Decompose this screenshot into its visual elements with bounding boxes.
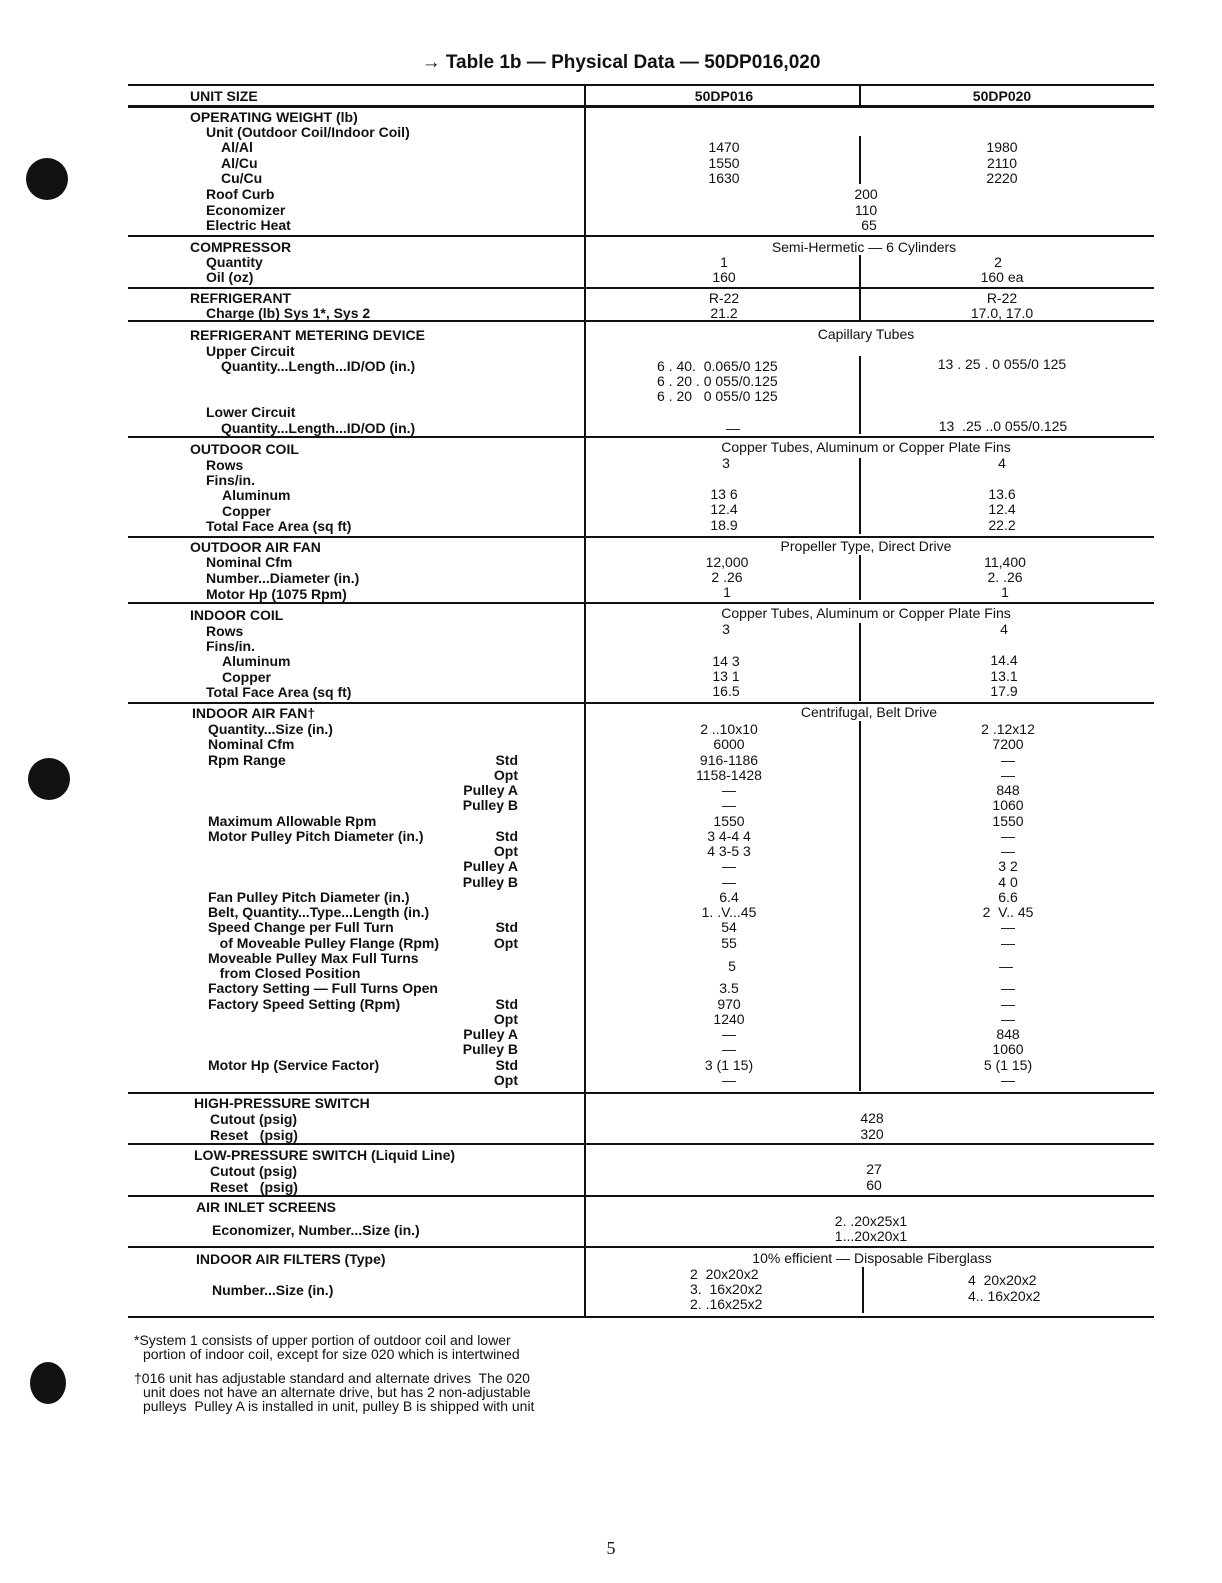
- row-label: Nominal Cfm: [208, 736, 295, 752]
- cell: 14.4: [990, 652, 1018, 668]
- cell: 2 ..10x10: [700, 721, 758, 737]
- col-divider: [859, 721, 861, 1091]
- rule: [128, 1195, 1154, 1197]
- span-cell: Capillary Tubes: [817, 326, 915, 342]
- row-label: Al/Al: [221, 139, 253, 155]
- row-label: Nominal Cfm: [206, 554, 293, 570]
- cell: 160 ea: [980, 269, 1024, 285]
- row-sublabel: Std: [495, 752, 518, 768]
- cell: 12,000: [705, 554, 749, 570]
- section-indoor-air-filters: INDOOR AIR FILTERS (Type): [196, 1251, 386, 1267]
- cell: 2: [994, 254, 1002, 270]
- row-sublabel: Opt: [493, 1072, 518, 1088]
- row-label: Aluminum: [222, 653, 291, 669]
- row-label: Fins/in.: [206, 472, 255, 488]
- cell: 6 . 40. 0.065/0 125: [657, 358, 778, 374]
- row-sublabel: Std: [495, 1057, 518, 1073]
- row-label: Oil (oz): [206, 269, 254, 285]
- span-cell: 10% efficient — Disposable Fiberglass: [752, 1250, 992, 1266]
- span-cell: Copper Tubes, Aluminum or Copper Plate Fins: [721, 605, 1011, 621]
- cell: 13.1: [990, 668, 1018, 684]
- row-label: Total Face Area (sq ft): [206, 518, 352, 534]
- row-label: Quantity...Length...ID/OD (in.): [221, 420, 416, 436]
- rule: [128, 1246, 1154, 1248]
- footnote-drive: †016 unit has adjustable standard and alternate drives The 020: [134, 1370, 530, 1386]
- cell: 2. .20x25x1: [834, 1213, 908, 1229]
- cell: 2 20x20x2: [690, 1266, 759, 1282]
- cell: 2110: [986, 155, 1018, 171]
- cell: —: [722, 1072, 736, 1088]
- cell: 4 3-5 3: [707, 843, 751, 859]
- row-label: Reset (psig): [210, 1127, 298, 1143]
- row-sublabel: Std: [495, 828, 518, 844]
- rule: [128, 1143, 1154, 1145]
- row-label: Economizer: [206, 202, 286, 218]
- cell: —: [1001, 752, 1015, 768]
- rule-top: [128, 84, 1154, 86]
- row-sublabel: Pulley A: [463, 782, 518, 798]
- section-indoor-air-fan: INDOOR AIR FAN†: [192, 705, 316, 721]
- cell: 848: [996, 782, 1020, 798]
- cell: 16.5: [712, 683, 740, 699]
- cell: 3 4-4 4: [707, 828, 751, 844]
- cell: —: [722, 858, 736, 874]
- punch-hole-bottom: [30, 1362, 66, 1404]
- cell: 1. .V...45: [701, 904, 757, 920]
- row-sublabel: Pulley A: [463, 1026, 518, 1042]
- cell: 13 .25 ..0 055/0.125: [938, 418, 1068, 434]
- cell: 6 . 20 0 055/0 125: [657, 388, 778, 404]
- cell: 7200: [992, 736, 1024, 752]
- cell: 2220: [986, 170, 1018, 186]
- row-sublabel: Pulley B: [462, 1041, 518, 1057]
- row-label: Cutout (psig): [210, 1163, 298, 1179]
- col-divider: [859, 555, 861, 600]
- col-divider: [859, 289, 861, 320]
- punch-hole-top: [26, 158, 68, 200]
- cell: R-22: [708, 290, 740, 306]
- cell: 3: [722, 455, 730, 471]
- cell: 2 .12x12: [981, 721, 1035, 737]
- cell: 55: [721, 935, 737, 951]
- cell: 27: [866, 1161, 882, 1177]
- rule: [128, 436, 1154, 438]
- row-label: Lower Circuit: [206, 404, 296, 420]
- row-label: Cutout (psig): [210, 1111, 298, 1127]
- row-label: of Moveable Pulley Flange (Rpm): [208, 935, 440, 951]
- footnote-system-cont: portion of indoor coil, except for size 020 which is intertwined: [143, 1346, 520, 1362]
- row-sublabel: Opt: [493, 767, 518, 783]
- footnote-drive-cont: pulleys Pulley A is installed in unit, pulley B is shipped with unit: [143, 1398, 535, 1414]
- cell: 13 6: [710, 486, 738, 502]
- span-cell: Copper Tubes, Aluminum or Copper Plate Fins: [721, 439, 1011, 455]
- cell: —: [1001, 843, 1015, 859]
- row-label: Quantity: [206, 254, 263, 270]
- cell: 1060: [992, 1041, 1024, 1057]
- rule-bottom: [128, 1316, 1154, 1318]
- cell: 65: [861, 217, 877, 233]
- cell: 200: [854, 186, 878, 202]
- section-refrigerant: REFRIGERANT: [190, 290, 292, 306]
- col-50dp016: 50DP016: [694, 88, 754, 104]
- cell: 4.. 16x20x2: [968, 1288, 1041, 1304]
- row-sublabel: Opt: [493, 843, 518, 859]
- cell: 13 . 25 . 0 055/0 125: [937, 356, 1067, 372]
- row-label: Fan Pulley Pitch Diameter (in.): [208, 889, 410, 905]
- section-outdoor-coil: OUTDOOR COIL: [190, 441, 299, 457]
- cell: 1: [1001, 584, 1009, 600]
- cell: 3: [722, 621, 730, 637]
- cell: 17.9: [990, 683, 1018, 699]
- row-sublabel: Pulley A: [463, 858, 518, 874]
- cell: —: [1001, 1072, 1015, 1088]
- cell: —: [722, 874, 736, 890]
- cell: 2. .16x25x2: [690, 1296, 763, 1312]
- row-label: Rows: [206, 623, 244, 639]
- span-cell: Propeller Type, Direct Drive: [780, 538, 952, 554]
- cell: 60: [866, 1177, 882, 1193]
- row-label: Electric Heat: [206, 217, 291, 233]
- cell: —: [726, 420, 740, 436]
- cell: 22.2: [988, 517, 1016, 533]
- cell: 6.4: [719, 889, 739, 905]
- row-label: Copper: [222, 503, 271, 519]
- row-label: Motor Hp (Service Factor): [208, 1057, 380, 1073]
- row-sublabel: Pulley B: [462, 874, 518, 890]
- cell: —: [1001, 996, 1015, 1012]
- cell: —: [722, 797, 736, 813]
- row-label: Economizer, Number...Size (in.): [212, 1222, 420, 1238]
- row-label: Factory Speed Setting (Rpm): [208, 996, 401, 1012]
- cell: 2 V.. 45: [982, 904, 1034, 920]
- cell: 1550: [992, 813, 1024, 829]
- col-divider: [862, 1267, 864, 1313]
- row-label: Charge (lb) Sys 1*, Sys 2: [206, 305, 371, 321]
- row-label: Rpm Range: [208, 752, 286, 768]
- row-label: Number...Diameter (in.): [206, 570, 360, 586]
- cell: —: [1001, 767, 1015, 783]
- row-label: Speed Change per Full Turn: [208, 919, 394, 935]
- cell: 1630: [708, 170, 740, 186]
- cell: 6.6: [998, 889, 1018, 905]
- section-indoor-coil: INDOOR COIL: [190, 607, 284, 623]
- cell: 110: [854, 202, 878, 218]
- cell: 3 (1 15): [704, 1057, 754, 1073]
- row-label: Upper Circuit: [206, 343, 295, 359]
- cell: 4: [998, 455, 1006, 471]
- cell: 13 1: [712, 668, 740, 684]
- rule-header: [128, 105, 1154, 108]
- cell: 1060: [992, 797, 1024, 813]
- row-label: Roof Curb: [206, 186, 275, 202]
- rule: [128, 287, 1154, 289]
- cell: 54: [721, 919, 737, 935]
- cell: 1550: [713, 813, 745, 829]
- row-label: Unit (Outdoor Coil/Indoor Coil): [206, 124, 410, 140]
- cell: 17.0, 17.0: [970, 305, 1034, 321]
- cell: R-22: [986, 290, 1018, 306]
- section-operating-weight: OPERATING WEIGHT (lb): [190, 109, 358, 125]
- cell: 160: [712, 269, 736, 285]
- row-sublabel: Pulley B: [462, 797, 518, 813]
- cell: —: [722, 1026, 736, 1042]
- cell: 2 .26: [711, 569, 743, 585]
- cell: 3.5: [719, 980, 739, 996]
- span-cell: Semi-Hermetic — 6 Cylinders: [771, 239, 957, 255]
- footnote-system: *System 1 consists of upper portion of outdoor coil and lower: [134, 1332, 511, 1348]
- cell: 11,400: [984, 554, 1026, 570]
- row-sublabel: Std: [495, 919, 518, 935]
- cell: 5 (1 15): [983, 1057, 1033, 1073]
- cell: 428: [860, 1110, 884, 1126]
- cell: 916-1186: [699, 752, 759, 768]
- cell: 4: [1000, 621, 1008, 637]
- span-cell: Centrifugal, Belt Drive: [800, 704, 938, 720]
- cell: 2. .26: [987, 569, 1023, 585]
- cell: 3 2: [998, 858, 1018, 874]
- cell: 970: [717, 996, 741, 1012]
- cell: 1470: [708, 139, 740, 155]
- rule: [128, 536, 1154, 538]
- unit-size-label: UNIT SIZE: [190, 88, 258, 104]
- cell: 12.4: [710, 501, 738, 517]
- cell: 6 . 20 . 0 055/0.125: [657, 373, 778, 389]
- row-sublabel: Opt: [493, 1011, 518, 1027]
- col-divider-header: [859, 85, 861, 107]
- rule: [128, 1092, 1154, 1094]
- row-sublabel: Std: [495, 996, 518, 1012]
- cell: 5: [728, 958, 736, 974]
- row-label: Motor Pulley Pitch Diameter (in.): [208, 828, 424, 844]
- cell: 848: [996, 1026, 1020, 1042]
- row-sublabel: Opt: [493, 935, 518, 951]
- row-label: Quantity...Length...ID/OD (in.): [221, 358, 416, 374]
- cell: 1158-1428: [696, 767, 762, 783]
- section-outdoor-air-fan: OUTDOOR AIR FAN: [190, 539, 321, 555]
- cell: 13.6: [988, 486, 1016, 502]
- col-50dp020: 50DP020: [972, 88, 1032, 104]
- row-label: Cu/Cu: [221, 170, 263, 186]
- cell: —: [722, 1041, 736, 1057]
- row-label: Number...Size (in.): [212, 1282, 334, 1298]
- col-divider: [859, 255, 861, 287]
- col-divider: [859, 623, 861, 701]
- cell: —: [1001, 1011, 1015, 1027]
- cell: 14 3: [712, 653, 740, 669]
- section-metering-device: REFRIGERANT METERING DEVICE: [190, 327, 425, 343]
- rule: [128, 235, 1154, 237]
- row-label: Moveable Pulley Max Full Turns: [208, 950, 419, 966]
- row-label: Quantity...Size (in.): [208, 721, 333, 737]
- row-label: Copper: [222, 669, 271, 685]
- cell: 1550: [708, 155, 740, 171]
- cell: 6000: [713, 736, 745, 752]
- page-number: 5: [606, 1538, 616, 1558]
- cell: 1...20x20x1: [834, 1228, 908, 1244]
- section-high-pressure-switch: HIGH-PRESSURE SWITCH: [194, 1095, 370, 1111]
- row-label: Al/Cu: [221, 155, 258, 171]
- col-divider: [859, 458, 861, 534]
- table-title: → Table 1b — Physical Data — 50DP016,020: [421, 52, 821, 73]
- cell: 21.2: [710, 305, 738, 321]
- rule: [128, 602, 1154, 604]
- cell: 1: [720, 254, 728, 270]
- section-low-pressure-switch: LOW-PRESSURE SWITCH (Liquid Line): [194, 1147, 456, 1163]
- cell: 18.9: [710, 517, 738, 533]
- row-label: Factory Setting — Full Turns Open: [208, 980, 438, 996]
- cell: —: [1001, 935, 1015, 951]
- row-label: from Closed Position: [208, 965, 361, 981]
- cell: —: [999, 958, 1013, 974]
- col-divider: [859, 356, 861, 434]
- row-label: Belt, Quantity...Type...Length (in.): [208, 904, 430, 920]
- cell: —: [1001, 980, 1015, 996]
- cell: —: [1001, 828, 1015, 844]
- cell: 1240: [713, 1011, 745, 1027]
- cell: 4 0: [998, 874, 1018, 890]
- cell: —: [1001, 919, 1015, 935]
- col-divider-left: [584, 85, 586, 1317]
- row-label: Rows: [206, 457, 244, 473]
- cell: —: [722, 782, 736, 798]
- row-label: Reset (psig): [210, 1179, 298, 1195]
- rule: [128, 702, 1154, 704]
- row-label: Total Face Area (sq ft): [206, 684, 352, 700]
- section-air-inlet-screens: AIR INLET SCREENS: [196, 1199, 337, 1215]
- cell: 12.4: [988, 501, 1016, 517]
- row-label: Maximum Allowable Rpm: [208, 813, 377, 829]
- row-label: Fins/in.: [206, 638, 255, 654]
- punch-hole-middle: [28, 758, 70, 800]
- footnote-drive-cont: unit does not have an alternate drive, but has 2 non-adjustable: [143, 1384, 531, 1400]
- cell: 1980: [986, 139, 1018, 155]
- row-label: Motor Hp (1075 Rpm): [206, 586, 347, 602]
- cell: 3. 16x20x2: [690, 1281, 763, 1297]
- cell: 320: [860, 1126, 884, 1142]
- col-divider: [859, 136, 861, 184]
- row-label: Aluminum: [222, 487, 291, 503]
- section-compressor: COMPRESSOR: [190, 239, 292, 255]
- cell: 1: [723, 584, 731, 600]
- cell: 4 20x20x2: [968, 1272, 1037, 1288]
